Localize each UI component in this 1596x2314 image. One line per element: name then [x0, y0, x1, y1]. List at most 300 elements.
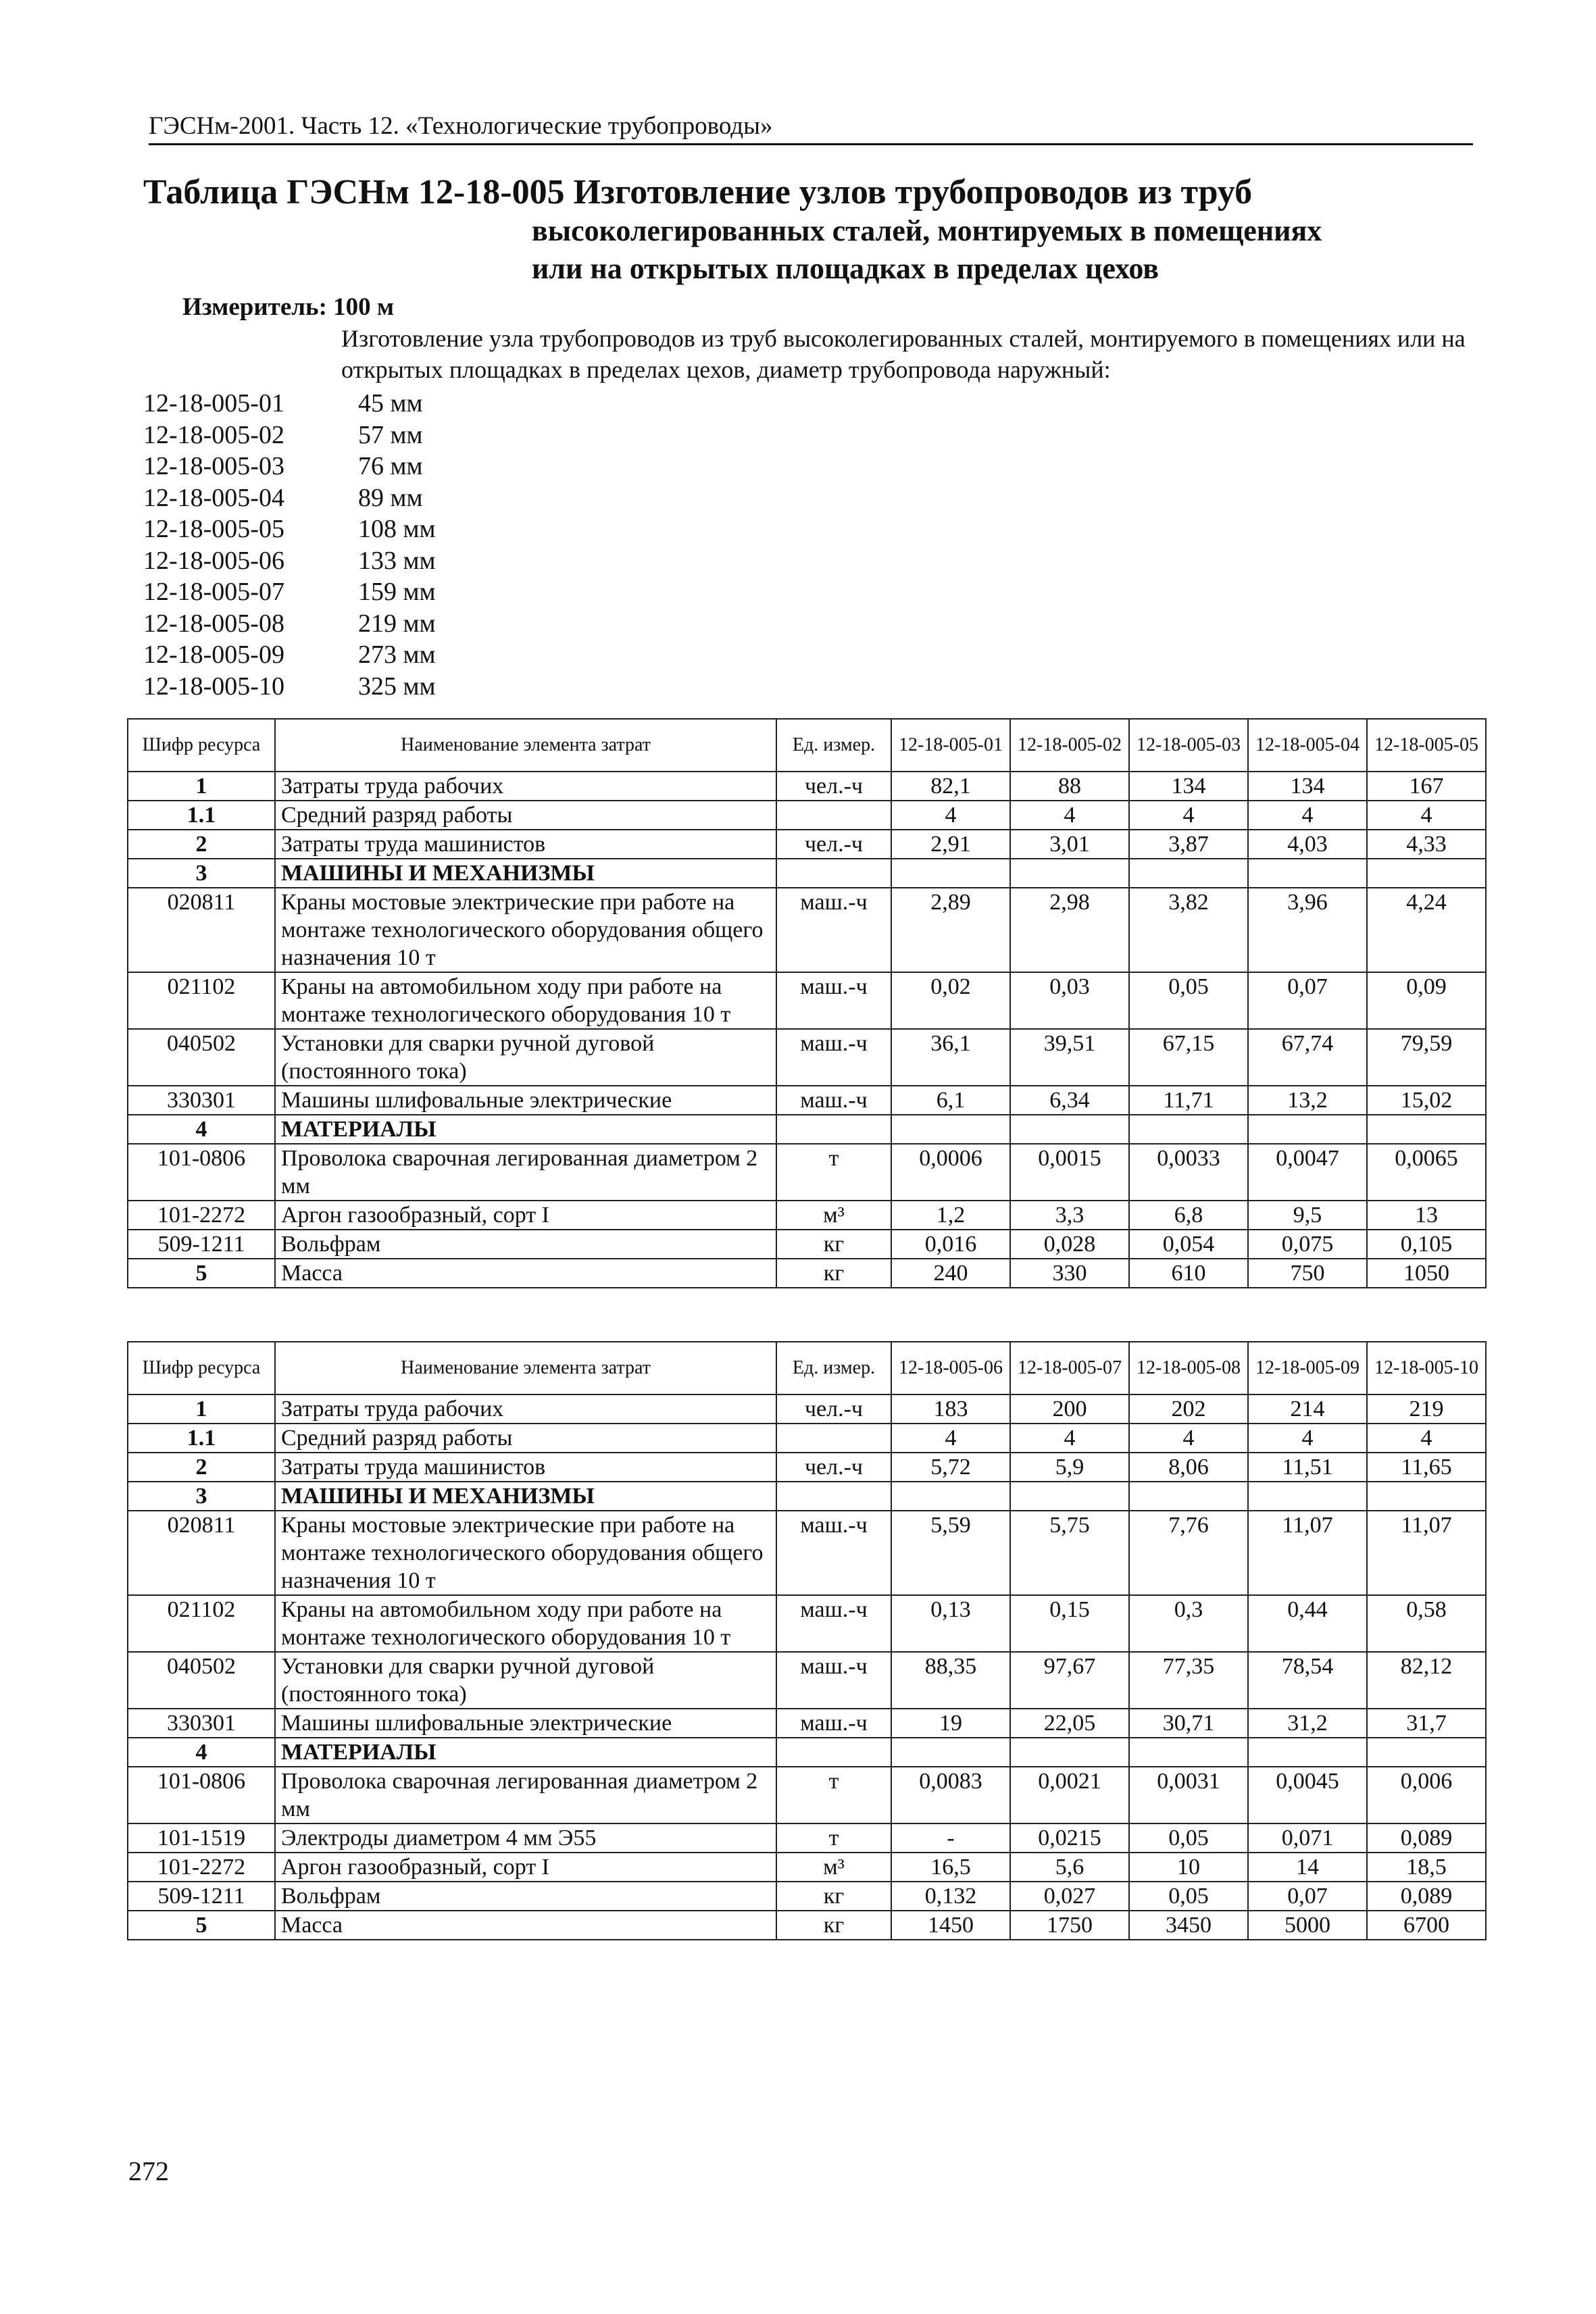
- cost-element-name: МАШИНЫ И МЕХАНИЗМЫ: [275, 1482, 776, 1511]
- cost-element-name: Затраты труда машинистов: [275, 1453, 776, 1482]
- norm-value: [891, 859, 1010, 888]
- norm-value: 1450: [891, 1911, 1010, 1940]
- norm-value: 13,2: [1248, 1086, 1367, 1115]
- item-code: 12-18-005-01: [143, 389, 284, 418]
- unit: т: [776, 1823, 891, 1853]
- unit: чел.-ч: [776, 1453, 891, 1482]
- norm-value: 0,028: [1010, 1230, 1129, 1259]
- norm-value: 0,05: [1129, 1823, 1248, 1853]
- norm-value: 11,51: [1248, 1453, 1367, 1482]
- column-header-code: Шифр ресурса: [128, 1342, 275, 1394]
- cost-element-name: МАТЕРИАЛЫ: [275, 1738, 776, 1767]
- item-diameter: 133 мм: [358, 546, 436, 575]
- title-line-1: Таблица ГЭСНм 12-18-005 Изготовление узлов трубопроводов из труб: [143, 173, 1253, 211]
- unit: маш.-ч: [776, 888, 891, 972]
- norm-value: 11,65: [1367, 1453, 1486, 1482]
- cost-element-name: Краны на автомобильном ходу при работе на монтаже технологического оборудования 10 т: [275, 972, 776, 1029]
- resource-code: 1: [128, 772, 275, 801]
- resource-code: 5: [128, 1259, 275, 1288]
- title-line-2: высоколегированных сталей, монтируемых в помещениях: [532, 214, 1322, 247]
- resource-code: 021102: [128, 972, 275, 1029]
- norm-value: 0,05: [1129, 1882, 1248, 1911]
- norm-value: 4: [891, 1424, 1010, 1453]
- norm-value: 88: [1010, 772, 1129, 801]
- cost-element-name: Масса: [275, 1911, 776, 1940]
- column-header-item: 12-18-005-01: [891, 719, 1010, 772]
- norm-value: 0,07: [1248, 1882, 1367, 1911]
- norm-value: 3,82: [1129, 888, 1248, 972]
- table-row: [128, 1652, 1486, 1709]
- norm-value: 77,35: [1129, 1652, 1248, 1709]
- column-header-name: Наименование элемента затрат: [275, 719, 776, 772]
- cost-element-name: Вольфрам: [275, 1882, 776, 1911]
- norm-value: 4: [1010, 1424, 1129, 1453]
- item-diameter: 219 мм: [358, 609, 436, 638]
- norm-value: 8,06: [1129, 1453, 1248, 1482]
- norm-value: 0,0045: [1248, 1767, 1367, 1823]
- norm-value: 3450: [1129, 1911, 1248, 1940]
- norm-value: 4,24: [1367, 888, 1486, 972]
- norm-value: 0,58: [1367, 1595, 1486, 1652]
- norm-value: 202: [1129, 1394, 1248, 1424]
- norm-value: 5,72: [891, 1453, 1010, 1482]
- norm-value: 3,96: [1248, 888, 1367, 972]
- item-diameter: 108 мм: [358, 515, 436, 543]
- unit: маш.-ч: [776, 1709, 891, 1738]
- norm-value: [1367, 1482, 1486, 1511]
- resource-code: 3: [128, 859, 275, 888]
- norm-value: 4: [1129, 801, 1248, 830]
- norm-value: 13: [1367, 1201, 1486, 1230]
- norm-value: [891, 1115, 1010, 1144]
- unit: маш.-ч: [776, 1511, 891, 1595]
- norm-value: 14: [1248, 1853, 1367, 1882]
- norm-value: 0,13: [891, 1595, 1010, 1652]
- table-title: [143, 172, 1495, 288]
- item-row: [143, 546, 436, 578]
- norm-value: [1248, 859, 1367, 888]
- norm-value: 18,5: [1367, 1853, 1486, 1882]
- cost-element-name: Машины шлифовальные электрические: [275, 1709, 776, 1738]
- table-row: [128, 1424, 1486, 1453]
- unit: маш.-ч: [776, 1595, 891, 1652]
- item-row: [143, 388, 436, 420]
- norm-value: 0,006: [1367, 1767, 1486, 1823]
- norm-value: 0,0047: [1248, 1144, 1367, 1201]
- column-header-item: 12-18-005-10: [1367, 1342, 1486, 1394]
- cost-element-name: Электроды диаметром 4 мм Э55: [275, 1823, 776, 1853]
- norm-value: 31,7: [1367, 1709, 1486, 1738]
- norm-value: 9,5: [1248, 1201, 1367, 1230]
- norm-value: [1367, 1738, 1486, 1767]
- norm-value: 0,0006: [891, 1144, 1010, 1201]
- table-row: [128, 1882, 1486, 1911]
- norm-value: 1750: [1010, 1911, 1129, 1940]
- unit: [776, 1482, 891, 1511]
- resource-code: 1.1: [128, 801, 275, 830]
- column-header-code: Шифр ресурса: [128, 719, 275, 772]
- resource-code: 330301: [128, 1709, 275, 1738]
- unit: т: [776, 1767, 891, 1823]
- norm-value: 4: [1367, 1424, 1486, 1453]
- cost-element-name: МАТЕРИАЛЫ: [275, 1115, 776, 1144]
- cost-element-name: Аргон газообразный, сорт I: [275, 1853, 776, 1882]
- unit: маш.-ч: [776, 1652, 891, 1709]
- column-header-name: Наименование элемента затрат: [275, 1342, 776, 1394]
- norm-value: [891, 1482, 1010, 1511]
- norm-value: 31,2: [1248, 1709, 1367, 1738]
- norm-value: 19: [891, 1709, 1010, 1738]
- running-header: ГЭСНм-2001. Часть 12. «Технологические трубопроводы»: [149, 111, 1473, 145]
- norm-value: 11,07: [1367, 1511, 1486, 1595]
- norm-value: 0,0031: [1129, 1767, 1248, 1823]
- norm-value: -: [891, 1823, 1010, 1853]
- column-header-item: 12-18-005-06: [891, 1342, 1010, 1394]
- norm-value: 134: [1129, 772, 1248, 801]
- unit: чел.-ч: [776, 830, 891, 859]
- norm-value: 6,34: [1010, 1086, 1129, 1115]
- table-row: [128, 888, 1486, 972]
- norm-value: 5000: [1248, 1911, 1367, 1940]
- resource-code: 040502: [128, 1029, 275, 1086]
- table-row: [128, 772, 1486, 801]
- norm-value: 1050: [1367, 1259, 1486, 1288]
- norm-value: 16,5: [891, 1853, 1010, 1882]
- resource-code: 101-2272: [128, 1201, 275, 1230]
- section-row: [128, 1482, 1486, 1511]
- norm-value: 67,74: [1248, 1029, 1367, 1086]
- norm-value: 4,33: [1367, 830, 1486, 859]
- table-row: [128, 1709, 1486, 1738]
- norm-value: [1129, 859, 1248, 888]
- cost-element-name: Машины шлифовальные электрические: [275, 1086, 776, 1115]
- item-row: [143, 577, 436, 609]
- norm-value: [1129, 1115, 1248, 1144]
- norm-value: 610: [1129, 1259, 1248, 1288]
- resource-code: 3: [128, 1482, 275, 1511]
- resource-code: 5: [128, 1911, 275, 1940]
- table-row: [128, 1911, 1486, 1940]
- norm-value: 22,05: [1010, 1709, 1129, 1738]
- table-row: [128, 1230, 1486, 1259]
- cost-element-name: Средний разряд работы: [275, 801, 776, 830]
- cost-element-name: Затраты труда рабочих: [275, 772, 776, 801]
- item-code: 12-18-005-07: [143, 578, 284, 606]
- norm-value: 4,03: [1248, 830, 1367, 859]
- resource-code: 1.1: [128, 1424, 275, 1453]
- cost-element-name: Краны мостовые электрические при работе на монтаже технологического оборудования общего назначения 10 т: [275, 1511, 776, 1595]
- table-row: [128, 1086, 1486, 1115]
- norm-value: 0,0065: [1367, 1144, 1486, 1201]
- cost-element-name: Затраты труда машинистов: [275, 830, 776, 859]
- norm-value: 0,09: [1367, 972, 1486, 1029]
- item-list: [143, 388, 436, 703]
- cost-element-name: Установки для сварки ручной дуговой (постоянного тока): [275, 1029, 776, 1086]
- table-row: [128, 1259, 1486, 1288]
- norm-value: 134: [1248, 772, 1367, 801]
- norm-value: 3,01: [1010, 830, 1129, 859]
- column-header-item: 12-18-005-09: [1248, 1342, 1367, 1394]
- norm-value: 6,1: [891, 1086, 1010, 1115]
- norm-value: [1129, 1738, 1248, 1767]
- norm-value: 7,76: [1129, 1511, 1248, 1595]
- item-code: 12-18-005-10: [143, 672, 284, 701]
- section-row: [128, 1115, 1486, 1144]
- cost-element-name: Вольфрам: [275, 1230, 776, 1259]
- norm-value: 214: [1248, 1394, 1367, 1424]
- norm-value: 2,91: [891, 830, 1010, 859]
- norm-value: 78,54: [1248, 1652, 1367, 1709]
- item-diameter: 325 мм: [358, 672, 436, 701]
- norm-value: 750: [1248, 1259, 1367, 1288]
- item-code: 12-18-005-03: [143, 452, 284, 480]
- norm-value: 240: [891, 1259, 1010, 1288]
- table-row: [128, 1595, 1486, 1652]
- page-number: 272: [128, 2156, 169, 2186]
- section-row: [128, 859, 1486, 888]
- unit: маш.-ч: [776, 972, 891, 1029]
- norm-value: 4: [1248, 801, 1367, 830]
- unit: [776, 801, 891, 830]
- norm-value: 0,071: [1248, 1823, 1367, 1853]
- resource-code: 020811: [128, 888, 275, 972]
- table-row: [128, 1029, 1486, 1086]
- norm-value: [1010, 1115, 1129, 1144]
- norm-value: 0,054: [1129, 1230, 1248, 1259]
- norm-value: 0,075: [1248, 1230, 1367, 1259]
- norm-value: 0,15: [1010, 1595, 1129, 1652]
- item-row: [143, 640, 436, 672]
- cost-element-name: МАШИНЫ И МЕХАНИЗМЫ: [275, 859, 776, 888]
- resource-code: 101-1519: [128, 1823, 275, 1853]
- item-code: 12-18-005-08: [143, 609, 284, 638]
- resource-code: 330301: [128, 1086, 275, 1115]
- item-code: 12-18-005-04: [143, 483, 284, 512]
- norm-value: 200: [1010, 1394, 1129, 1424]
- column-header-item: 12-18-005-03: [1129, 719, 1248, 772]
- norm-value: 10: [1129, 1853, 1248, 1882]
- table-row: [128, 1144, 1486, 1201]
- norm-value: 36,1: [891, 1029, 1010, 1086]
- work-description: Изготовление узла трубопроводов из труб высоколегированных сталей, монтируемого в помещениях или на открытых площадках в пределах цехов, диаметр трубопровода наружный:: [341, 325, 1466, 383]
- unit: [776, 1738, 891, 1767]
- norm-value: 6,8: [1129, 1201, 1248, 1230]
- norm-value: [1248, 1738, 1367, 1767]
- item-row: [143, 672, 436, 703]
- unit: [776, 1424, 891, 1453]
- table-row: [128, 1201, 1486, 1230]
- norm-value: 79,59: [1367, 1029, 1486, 1086]
- norm-value: 2,89: [891, 888, 1010, 972]
- norm-value: 4: [891, 801, 1010, 830]
- norm-value: 0,07: [1248, 972, 1367, 1029]
- norm-value: 4: [1248, 1424, 1367, 1453]
- unit: маш.-ч: [776, 1086, 891, 1115]
- resource-code: 021102: [128, 1595, 275, 1652]
- column-header-item: 12-18-005-07: [1010, 1342, 1129, 1394]
- norm-value: 0,0015: [1010, 1144, 1129, 1201]
- norm-value: 219: [1367, 1394, 1486, 1424]
- norm-value: 4: [1367, 801, 1486, 830]
- table-row: [128, 801, 1486, 830]
- item-code: 12-18-005-06: [143, 546, 284, 575]
- column-header-unit: Ед. измер.: [776, 719, 891, 772]
- norm-value: 67,15: [1129, 1029, 1248, 1086]
- norms-table-2: [127, 1341, 1487, 1940]
- unit: [776, 1115, 891, 1144]
- norm-value: 0,3: [1129, 1595, 1248, 1652]
- table-row: [128, 1394, 1486, 1424]
- resource-code: 101-0806: [128, 1767, 275, 1823]
- norm-value: 3,87: [1129, 830, 1248, 859]
- column-header-item: 12-18-005-05: [1367, 719, 1486, 772]
- unit: маш.-ч: [776, 1029, 891, 1086]
- item-diameter: 45 мм: [358, 389, 423, 418]
- norm-value: 11,07: [1248, 1511, 1367, 1595]
- norm-value: [1010, 1738, 1129, 1767]
- resource-code: 1: [128, 1394, 275, 1424]
- resource-code: 509-1211: [128, 1882, 275, 1911]
- resource-code: 020811: [128, 1511, 275, 1595]
- resource-code: 101-2272: [128, 1853, 275, 1882]
- item-code: 12-18-005-05: [143, 515, 284, 543]
- norm-value: 0,016: [891, 1230, 1010, 1259]
- table-header-row: [128, 1342, 1486, 1394]
- unit: чел.-ч: [776, 1394, 891, 1424]
- table-row: [128, 1823, 1486, 1853]
- unit: [776, 859, 891, 888]
- norm-value: 0,02: [891, 972, 1010, 1029]
- column-header-item: 12-18-005-08: [1129, 1342, 1248, 1394]
- norm-value: [1129, 1482, 1248, 1511]
- norm-value: 0,105: [1367, 1230, 1486, 1259]
- unit: кг: [776, 1882, 891, 1911]
- cost-element-name: Проволока сварочная легированная диаметром 2 мм: [275, 1144, 776, 1201]
- norm-value: 1,2: [891, 1201, 1010, 1230]
- norm-value: 88,35: [891, 1652, 1010, 1709]
- norm-value: 15,02: [1367, 1086, 1486, 1115]
- cost-element-name: Краны мостовые электрические при работе на монтаже технологического оборудования общего назначения 10 т: [275, 888, 776, 972]
- norm-value: 4: [1010, 801, 1129, 830]
- table-row: [128, 1767, 1486, 1823]
- table-row: [128, 830, 1486, 859]
- norm-value: 0,0021: [1010, 1767, 1129, 1823]
- norm-value: [891, 1738, 1010, 1767]
- item-diameter: 159 мм: [358, 578, 436, 606]
- resource-code: 2: [128, 830, 275, 859]
- title-line-3: или на открытых площадках в пределах цехов: [532, 252, 1159, 285]
- norm-value: 0,027: [1010, 1882, 1129, 1911]
- unit: кг: [776, 1230, 891, 1259]
- resource-code: 509-1211: [128, 1230, 275, 1259]
- cost-element-name: Аргон газообразный, сорт I: [275, 1201, 776, 1230]
- cost-element-name: Проволока сварочная легированная диаметром 2 мм: [275, 1767, 776, 1823]
- norm-value: 2,98: [1010, 888, 1129, 972]
- resource-code: 101-0806: [128, 1144, 275, 1201]
- resource-code: 4: [128, 1738, 275, 1767]
- item-diameter: 273 мм: [358, 640, 436, 669]
- norm-value: [1010, 1482, 1129, 1511]
- norm-value: 3,3: [1010, 1201, 1129, 1230]
- norm-value: 5,75: [1010, 1511, 1129, 1595]
- norm-value: 0,03: [1010, 972, 1129, 1029]
- norm-value: 0,0083: [891, 1767, 1010, 1823]
- norm-value: 0,0215: [1010, 1823, 1129, 1853]
- norm-value: 82,1: [891, 772, 1010, 801]
- column-header-item: 12-18-005-04: [1248, 719, 1367, 772]
- unit: чел.-ч: [776, 772, 891, 801]
- table-row: [128, 1853, 1486, 1882]
- unit: м³: [776, 1201, 891, 1230]
- unit: кг: [776, 1259, 891, 1288]
- item-diameter: 76 мм: [358, 452, 423, 480]
- item-code: 12-18-005-02: [143, 420, 284, 449]
- table-header-row: [128, 719, 1486, 772]
- cost-element-name: Средний разряд работы: [275, 1424, 776, 1453]
- norm-value: 5,9: [1010, 1453, 1129, 1482]
- item-diameter: 89 мм: [358, 483, 423, 512]
- norm-value: [1367, 859, 1486, 888]
- norm-value: 0,44: [1248, 1595, 1367, 1652]
- norm-value: 0,132: [891, 1882, 1010, 1911]
- norm-value: 5,59: [891, 1511, 1010, 1595]
- norm-value: 39,51: [1010, 1029, 1129, 1086]
- item-row: [143, 483, 436, 515]
- unit: т: [776, 1144, 891, 1201]
- item-code: 12-18-005-09: [143, 640, 284, 669]
- item-row: [143, 609, 436, 640]
- table-row: [128, 1453, 1486, 1482]
- cost-element-name: Краны на автомобильном ходу при работе на монтаже технологического оборудования 10 т: [275, 1595, 776, 1652]
- norm-value: 0,089: [1367, 1823, 1486, 1853]
- resource-code: 4: [128, 1115, 275, 1144]
- item-row: [143, 420, 436, 452]
- table-row: [128, 1511, 1486, 1595]
- norm-value: 82,12: [1367, 1652, 1486, 1709]
- resource-code: 2: [128, 1453, 275, 1482]
- column-header-unit: Ед. измер.: [776, 1342, 891, 1394]
- cost-element-name: Установки для сварки ручной дуговой (постоянного тока): [275, 1652, 776, 1709]
- item-diameter: 57 мм: [358, 420, 423, 449]
- norm-value: 97,67: [1010, 1652, 1129, 1709]
- norm-value: 6700: [1367, 1911, 1486, 1940]
- norm-value: 0,0033: [1129, 1144, 1248, 1201]
- norm-value: 330: [1010, 1259, 1129, 1288]
- norm-value: [1248, 1482, 1367, 1511]
- norm-value: 167: [1367, 772, 1486, 801]
- norm-value: 30,71: [1129, 1709, 1248, 1738]
- norm-value: 4: [1129, 1424, 1248, 1453]
- norm-value: 0,05: [1129, 972, 1248, 1029]
- column-header-item: 12-18-005-02: [1010, 719, 1129, 772]
- norm-value: 5,6: [1010, 1853, 1129, 1882]
- cost-element-name: Затраты труда рабочих: [275, 1394, 776, 1424]
- meter-label: Измеритель: 100 м: [182, 293, 395, 321]
- table-row: [128, 972, 1486, 1029]
- resource-code: 040502: [128, 1652, 275, 1709]
- item-row: [143, 451, 436, 483]
- norm-value: 0,089: [1367, 1882, 1486, 1911]
- section-row: [128, 1738, 1486, 1767]
- norm-value: 11,71: [1129, 1086, 1248, 1115]
- unit: кг: [776, 1911, 891, 1940]
- norm-value: 183: [891, 1394, 1010, 1424]
- norm-value: [1010, 859, 1129, 888]
- norm-value: [1248, 1115, 1367, 1144]
- cost-element-name: Масса: [275, 1259, 776, 1288]
- item-row: [143, 514, 436, 546]
- norms-table-1: [127, 718, 1487, 1288]
